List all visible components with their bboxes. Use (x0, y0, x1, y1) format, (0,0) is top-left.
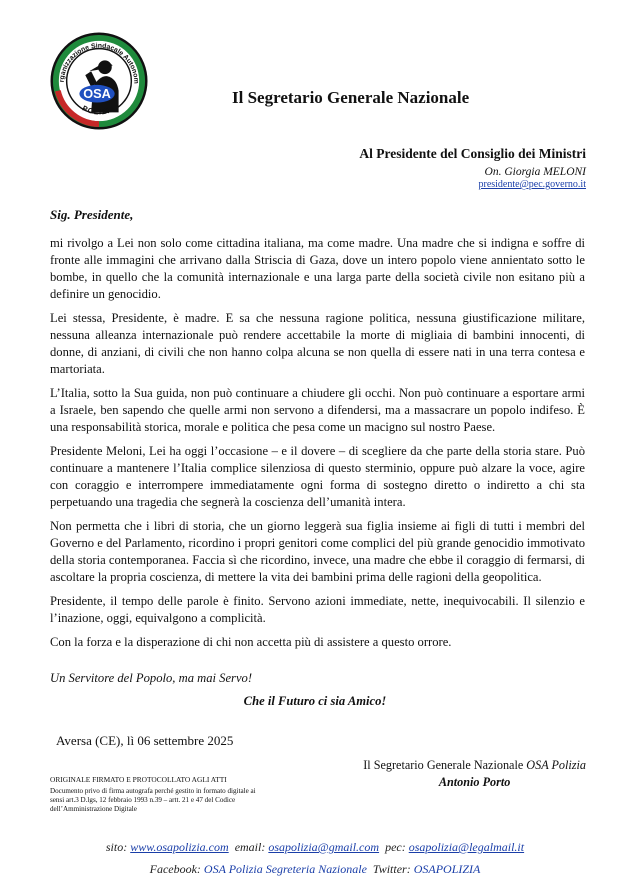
original-note-heading: ORIGINALE FIRMATO E PROTOCOLLATO AGLI ATTI (50, 775, 227, 784)
logo-center-text: OSA (83, 86, 111, 102)
body-paragraph: Non permetta che i libri di storia, che un giorno leggerà sua figlia insieme ai figli di tutti i membri del Governo e del Parlamento, ricordino i propri genitori come complici del più grande genocidio immotivato della storia contemporanea. Faccia sì che ricordino, invece, una madre che ebbe il coraggio di fermarsi, di ascoltare la propria coscienza, di mettere la vita dei bambini prima delle ragioni della geopolitica. (50, 519, 585, 584)
recipient-title: Al Presidente del Consiglio dei Ministri (359, 146, 586, 161)
logo-emblem-icon (50, 32, 148, 130)
logo-arc-text: rganizzazione Sindacale Autonom (58, 42, 140, 85)
pec-link[interactable]: osapolizia@legalmail.it (408, 840, 525, 854)
body-paragraph: Presidente Meloni, Lei ha oggi l’occasione – e il dovere – di scegliere da che parte della storia stare. Può continuare a mantenere l’Italia complice silenziosa di questo sterminio, oppure può alzare la voce, agire con coraggio e interrompere immediatamente ogni forma di sostegno diretto o indiretto a chi sta perpetuando una tragedia che segnerà la coscienza dell’umanità intera. (50, 444, 585, 509)
motto: Che il Futuro ci sia Amico! (243, 694, 387, 708)
twitter-link[interactable]: OSAPOLIZIA (413, 862, 481, 876)
signature-org: OSA Polizia (526, 758, 586, 772)
email-label: email: (234, 840, 266, 854)
recipient-block (359, 146, 586, 190)
original-note-text: Documento privo di firma autografa perché gestito in formato digitale ai sensi art.3 D.lgs, 12 febbraio 1993 n.39 – artt. 21 e 47 del Codice dell’Amministrazione Digitale (50, 787, 256, 813)
signature-name: Antonio Porto (438, 775, 511, 789)
site-label: sito: (105, 840, 128, 854)
dateline: Aversa (CE), lì 06 settembre 2025 (56, 733, 234, 748)
letter-body (50, 235, 585, 658)
twitter-label: Twitter: (372, 862, 411, 876)
footer-social (0, 862, 630, 877)
recipient-email-link[interactable]: presidente@pec.governo.it (478, 179, 586, 190)
facebook-link[interactable]: OSA Polizia Segreteria Nazionale (203, 862, 367, 876)
header-title: Il Segretario Generale Nazionale (232, 88, 470, 107)
footer-contacts (0, 840, 630, 855)
facebook-label: Facebook: (149, 862, 201, 876)
site-link[interactable]: www.osapolizia.com (130, 840, 229, 854)
osa-polizia-logo (50, 32, 148, 130)
body-paragraph: Lei stessa, Presidente, è madre. E sa che nessuna ragione politica, nessuna giustificazione militare, nessuna alleanza internazionale può rendere accettabile la morte di migliaia di bambini innocenti, di donne, di anziani, di civili che non hanno colpa alcuna se non quella di essere nati in una terra contesa e martoriata. (50, 311, 585, 376)
signature-role-line (363, 758, 586, 773)
body-paragraph: L’Italia, sotto la Sua guida, non può continuare a chiudere gli occhi. Non può continuare a esportare armi a Israele, ben sapendo che quelle armi non servono a difendersi, ma a massacrare un popolo indifeso. È una responsabilità storica, morale e politica che pesa come un macigno sul nostro Paese. (50, 386, 585, 434)
body-paragraph: Presidente, il tempo delle parole è finito. Servono azioni immediate, nette, inequivocabili. Il silenzio e l’inazione, oggi, equivalgono a complicità. (50, 594, 585, 625)
signature-block (363, 758, 586, 790)
pec-label: pec: (385, 840, 406, 854)
email-link[interactable]: osapolizia@gmail.com (268, 840, 380, 854)
logo-bottom-text: POLIZIA (80, 103, 118, 117)
body-paragraph: mi rivolgo a Lei non solo come cittadina italiana, ma come madre. Una madre che si indigna e soffre di fronte alle immagini che arrivano dalla Striscia di Gaza, dove un intero popolo viene annientato sotto le bombe, in quello che la comunità internazionale e una larga parte della società civile non esitano più a definire un genocidio. (50, 236, 585, 301)
original-note (50, 775, 265, 814)
signature-role: Il Segretario Generale Nazionale (363, 758, 524, 772)
closing-line: Un Servitore del Popolo, ma mai Servo! (50, 671, 253, 685)
salutation: Sig. Presidente, (50, 207, 134, 222)
body-paragraph: Con la forza e la disperazione di chi non accetta più di assistere a questo orrore. (50, 635, 452, 649)
recipient-name: On. Giorgia MELONI (484, 166, 586, 178)
